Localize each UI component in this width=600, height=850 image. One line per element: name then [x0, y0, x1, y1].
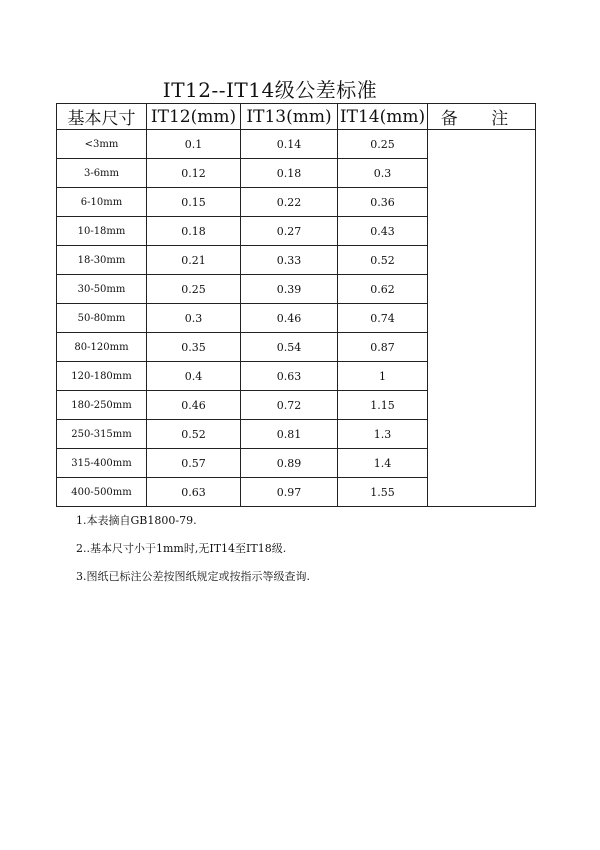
- cell-it12: 0.46: [147, 391, 241, 420]
- cell-it13: 0.46: [241, 304, 338, 333]
- cell-basic-size: 80-120mm: [57, 333, 147, 362]
- cell-basic-size: 400-500mm: [57, 478, 147, 507]
- cell-it14: 1.3: [338, 420, 428, 449]
- cell-it14: 1.55: [338, 478, 428, 507]
- table-row: [57, 130, 536, 159]
- cell-it12: 0.63: [147, 478, 241, 507]
- cell-it13: 0.97: [241, 478, 338, 507]
- cell-it12: 0.52: [147, 420, 241, 449]
- cell-basic-size: 18-30mm: [57, 246, 147, 275]
- cell-basic-size: 120-180mm: [57, 362, 147, 391]
- cell-basic-size: 250-315mm: [57, 420, 147, 449]
- notes-section: [76, 513, 310, 597]
- page-title: IT12--IT14级公差标准: [162, 78, 378, 102]
- cell-it14: 1: [338, 362, 428, 391]
- cell-it12: 0.25: [147, 275, 241, 304]
- cell-basic-size: 3-6mm: [57, 159, 147, 188]
- cell-it14: 0.25: [338, 130, 428, 159]
- note-2: 2..基本尺寸小于1mm时,无IT14至IT18级.: [76, 542, 287, 555]
- cell-it12: 0.3: [147, 304, 241, 333]
- cell-it13: 0.18: [241, 159, 338, 188]
- tolerance-table: [56, 103, 536, 507]
- table-body: [57, 130, 536, 507]
- cell-it14: 0.87: [338, 333, 428, 362]
- cell-it13: 0.14: [241, 130, 338, 159]
- cell-it13: 0.33: [241, 246, 338, 275]
- note-1: 1.本表摘自GB1800-79.: [76, 514, 197, 527]
- note-3: 3.图纸已标注公差按图纸规定或按指示等级查询.: [76, 570, 310, 583]
- header-it14: IT14(mm): [338, 104, 428, 130]
- cell-basic-size: 6-10mm: [57, 188, 147, 217]
- cell-it14: 0.74: [338, 304, 428, 333]
- header-remarks: 备 注: [428, 104, 536, 130]
- cell-basic-size: 30-50mm: [57, 275, 147, 304]
- cell-it14: 0.36: [338, 188, 428, 217]
- cell-it13: 0.81: [241, 420, 338, 449]
- cell-it13: 0.39: [241, 275, 338, 304]
- header-it12: IT12(mm): [147, 104, 241, 130]
- cell-it13: 0.89: [241, 449, 338, 478]
- cell-it13: 0.22: [241, 188, 338, 217]
- remarks-cell: [428, 130, 536, 507]
- cell-it12: 0.12: [147, 159, 241, 188]
- cell-it13: 0.63: [241, 362, 338, 391]
- cell-it14: 1.4: [338, 449, 428, 478]
- cell-it12: 0.21: [147, 246, 241, 275]
- cell-it14: 0.52: [338, 246, 428, 275]
- cell-it14: 0.43: [338, 217, 428, 246]
- cell-it12: 0.57: [147, 449, 241, 478]
- cell-it13: 0.27: [241, 217, 338, 246]
- cell-basic-size: <3mm: [57, 130, 147, 159]
- cell-basic-size: 315-400mm: [57, 449, 147, 478]
- cell-it13: 0.54: [241, 333, 338, 362]
- cell-basic-size: 10-18mm: [57, 217, 147, 246]
- cell-it12: 0.35: [147, 333, 241, 362]
- cell-it12: 0.1: [147, 130, 241, 159]
- cell-basic-size: 180-250mm: [57, 391, 147, 420]
- table-header-row: [57, 104, 536, 130]
- cell-it13: 0.72: [241, 391, 338, 420]
- cell-it14: 0.62: [338, 275, 428, 304]
- cell-basic-size: 50-80mm: [57, 304, 147, 333]
- header-basic-size: 基本尺寸: [57, 104, 147, 130]
- cell-it12: 0.15: [147, 188, 241, 217]
- cell-it12: 0.4: [147, 362, 241, 391]
- cell-it14: 1.15: [338, 391, 428, 420]
- header-it13: IT13(mm): [241, 104, 338, 130]
- cell-it14: 0.3: [338, 159, 428, 188]
- cell-it12: 0.18: [147, 217, 241, 246]
